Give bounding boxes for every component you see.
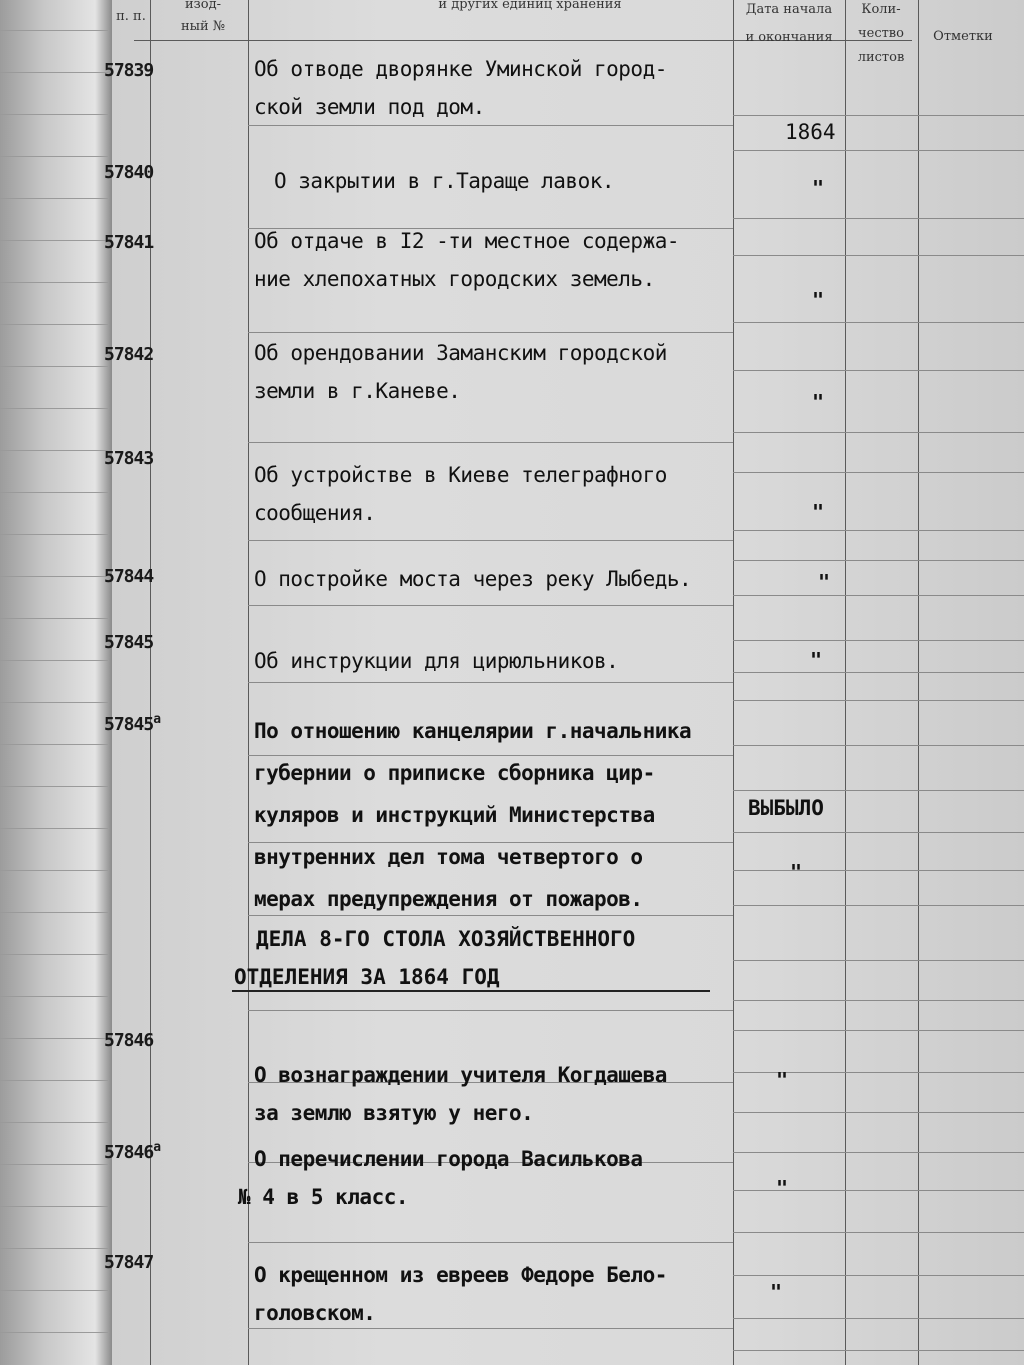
ditto-mark: " — [810, 648, 823, 672]
left-page-rule — [0, 702, 108, 703]
row-rule — [733, 150, 1024, 151]
left-page-rule — [0, 72, 108, 73]
row-rule — [733, 1318, 1024, 1319]
row-rule — [733, 790, 1024, 791]
row-rule — [733, 255, 1024, 256]
entry-number: 57843 — [104, 448, 154, 469]
left-page-rule — [0, 870, 108, 871]
entry-number: 57841 — [104, 232, 154, 253]
row-rule — [248, 605, 733, 606]
left-page-rule — [0, 156, 108, 157]
entry-title: Об инструкции для цирюльников. — [254, 649, 619, 673]
row-rule — [733, 1112, 1024, 1113]
row-rule — [733, 1350, 1024, 1351]
row-rule — [733, 1030, 1024, 1031]
row-rule — [248, 332, 733, 333]
entry-date: 1864 — [785, 120, 836, 144]
row-rule — [733, 745, 1024, 746]
left-page-rule — [0, 744, 108, 745]
entry-title: О перечислении города Василькова № 4 в 5 класс. — [238, 1147, 643, 1209]
entry-number: 57847 — [104, 1252, 154, 1273]
row-rule — [733, 960, 1024, 961]
ditto-mark: " — [818, 570, 831, 594]
header-inventory: изод- ный № — [180, 0, 226, 34]
row-rule — [733, 432, 1024, 433]
row-rule — [733, 115, 1024, 116]
entry-number: 57844 — [104, 566, 154, 587]
left-page-rule — [0, 1038, 108, 1039]
row-rule — [733, 870, 1024, 871]
entry-title: Об отводе дворянке Уминской город- ской земли под дом. — [254, 57, 667, 119]
row-rule — [733, 1152, 1024, 1153]
left-page-rule — [0, 30, 108, 31]
row-rule — [733, 218, 1024, 219]
left-page-rule — [0, 324, 108, 325]
left-page-rule — [0, 1122, 108, 1123]
row-rule — [733, 640, 1024, 641]
row-rule — [733, 672, 1024, 673]
column-rule — [845, 0, 846, 1365]
left-page-rule — [0, 114, 108, 115]
row-rule — [248, 540, 733, 541]
left-page-rule — [0, 786, 108, 787]
entry-title: По отношению канцелярии г.начальника губернии о приписке сборника цир- куляров и инструкций Министерства внутренних дел тома четвертого о мерах предупреждения от пожаров. — [254, 719, 692, 911]
header-title: и других единиц хранения — [438, 0, 622, 12]
left-page-rule — [0, 954, 108, 955]
header-sheets: Коли- чество листов — [857, 2, 905, 65]
entry-number: $57845^а$ — [104, 712, 161, 735]
row-rule — [248, 442, 733, 443]
row-rule — [248, 682, 733, 683]
withdrawn-note: ВЫБЫЛО — [748, 796, 824, 820]
entry-number: 57839 — [104, 60, 154, 81]
row-rule — [733, 1232, 1024, 1233]
left-page-rule — [0, 1332, 108, 1333]
left-page-rule — [0, 1248, 108, 1249]
left-page-rule — [0, 408, 108, 409]
ditto-mark: " — [770, 1280, 783, 1304]
entry-title: О постройке моста через реку Лыбедь. — [254, 567, 692, 591]
entry-title: Об устройстве в Киеве телеграфного сообщения. — [254, 463, 667, 525]
header-number: п. п. — [116, 9, 146, 24]
entry-number: $57846^а$ — [104, 1140, 161, 1163]
entry-title: Об орендовании Заманским городской земли в г.Каневе. — [254, 341, 667, 403]
left-page-rule — [0, 660, 108, 661]
left-page-rule — [0, 240, 108, 241]
ditto-mark: " — [812, 500, 825, 524]
section-underline — [232, 990, 710, 992]
left-page-rule — [0, 534, 108, 535]
ditto-mark: " — [812, 176, 825, 200]
left-page-rule — [0, 996, 108, 997]
left-page-edge — [0, 0, 114, 1365]
row-rule — [733, 1275, 1024, 1276]
left-page-rule — [0, 1080, 108, 1081]
ditto-mark: " — [812, 390, 825, 414]
section-heading: ДЕЛА 8-ГО СТОЛА ХОЗЯЙСТВЕННОГО ОТДЕЛЕНИЯ ЗА 1864 ГОД — [234, 927, 636, 989]
entry-number: 57845 — [104, 632, 154, 653]
column-rule — [733, 0, 734, 1365]
left-page-rule — [0, 1206, 108, 1207]
row-rule — [248, 1242, 733, 1243]
left-page-rule — [0, 1164, 108, 1165]
ditto-mark: " — [776, 1176, 789, 1200]
row-rule — [733, 595, 1024, 596]
left-page-rule — [0, 1290, 108, 1291]
row-rule — [733, 530, 1024, 531]
row-rule — [733, 905, 1024, 906]
entry-title: О закрытии в г.Тараще лавок. — [274, 169, 615, 193]
left-page-rule — [0, 492, 108, 493]
row-rule — [733, 472, 1024, 473]
row-rule — [733, 832, 1024, 833]
entry-number: 57842 — [104, 344, 154, 365]
left-page-rule — [0, 828, 108, 829]
column-rule — [918, 0, 919, 1365]
left-page-rule — [0, 366, 108, 367]
entry-number: 57840 — [104, 162, 154, 183]
header-notes: Отметки — [933, 29, 993, 44]
entry-title: О крещенном из евреев Федоре Бело- головском. — [254, 1263, 667, 1325]
header-dates: Дата начала и окончания — [745, 2, 833, 45]
left-page-rule — [0, 198, 108, 199]
row-rule — [733, 560, 1024, 561]
entry-title: Об отдаче в I2 -ти местное содержа- ние хлепохатных городских земель. — [254, 229, 680, 291]
row-rule — [733, 322, 1024, 323]
ditto-mark: " — [812, 288, 825, 312]
entry-title: О вознаграждении учителя Когдашева за землю взятую у него. — [254, 1063, 667, 1125]
row-rule — [733, 370, 1024, 371]
left-page-rule — [0, 576, 108, 577]
left-page-rule — [0, 450, 108, 451]
left-page-rule — [0, 912, 108, 913]
left-page-rule — [0, 618, 108, 619]
row-rule — [733, 1000, 1024, 1001]
ditto-mark: " — [776, 1068, 789, 1092]
row-rule — [733, 700, 1024, 701]
ditto-mark: " — [790, 860, 803, 884]
left-page-rule — [0, 282, 108, 283]
entry-number: 57846 — [104, 1030, 154, 1051]
row-rule — [248, 1010, 733, 1011]
